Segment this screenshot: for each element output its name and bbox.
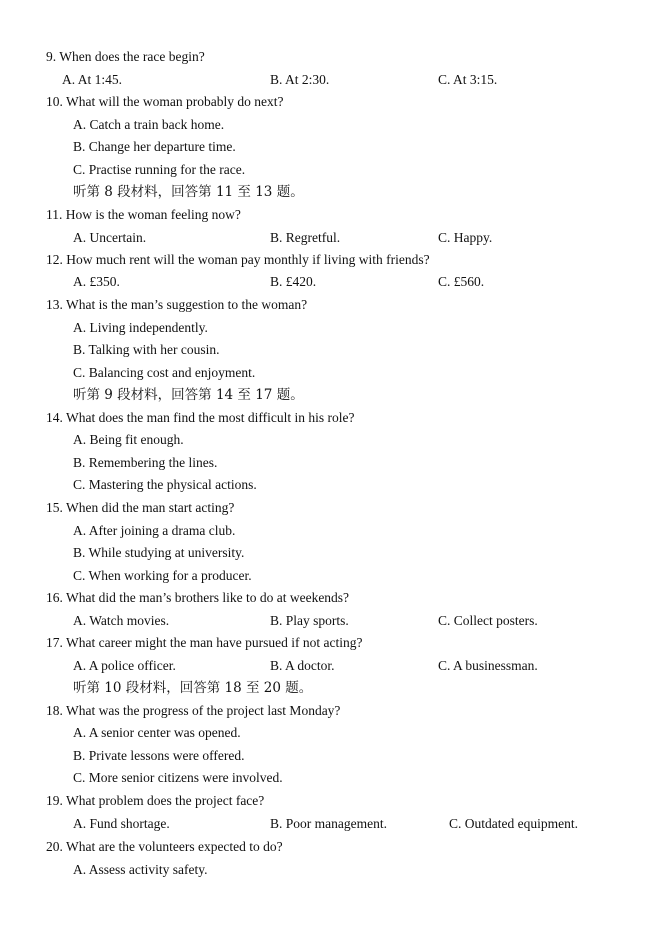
question-16-stem: 16. What did the man’s brothers like to do at weekends? — [46, 590, 350, 605]
question-9-option-a: A. At 1:45. — [62, 72, 123, 87]
question-19-option-a: A. Fund shortage. — [73, 816, 170, 831]
question-14-option-c: C. Mastering the physical actions. — [73, 477, 257, 492]
question-9-option-c: C. At 3:15. — [438, 72, 498, 87]
question-9-stem: 9. When does the race begin? — [46, 49, 205, 64]
question-15-stem: 15. When did the man start acting? — [46, 500, 235, 515]
question-20-stem: 20. What are the volunteers expected to do? — [46, 839, 283, 854]
question-10-stem: 10. What will the woman probably do next? — [46, 94, 284, 109]
question-11-option-b: B. Regretful. — [270, 230, 341, 245]
question-15-option-b: B. While studying at university. — [73, 545, 245, 560]
question-15-option-c: C. When working for a producer. — [73, 568, 252, 583]
question-17-option-c: C. A businessman. — [438, 658, 538, 673]
section-8-instruction: 听第 8 段材料，回答第 11 至 13 题。 — [73, 184, 304, 200]
question-14-option-b: B. Remembering the lines. — [73, 455, 218, 470]
question-20-option-a: A. Assess activity safety. — [73, 862, 208, 877]
question-19-stem: 19. What problem does the project face? — [46, 793, 265, 808]
question-14-option-a: A. Being fit enough. — [73, 432, 184, 447]
question-18-option-a: A. A senior center was opened. — [73, 725, 241, 740]
section-9-instruction: 听第 9 段材料，回答第 14 至 17 题。 — [73, 387, 304, 403]
question-13-option-a: A. Living independently. — [73, 320, 208, 335]
question-16-option-c: C. Collect posters. — [438, 613, 538, 628]
question-12-option-a: A. £350. — [73, 274, 120, 289]
question-19-option-c: C. Outdated equipment. — [449, 816, 578, 831]
section-10-instruction: 听第 10 段材料，回答第 18 至 20 题。 — [73, 680, 313, 696]
question-9-option-b: B. At 2:30. — [270, 72, 330, 87]
question-13-option-c: C. Balancing cost and enjoyment. — [73, 365, 256, 380]
question-15-option-a: A. After joining a drama club. — [73, 523, 236, 538]
question-12-option-b: B. £420. — [270, 274, 317, 289]
question-13-stem: 13. What is the man’s suggestion to the woman? — [46, 297, 308, 312]
question-10-option-a: A. Catch a train back home. — [73, 117, 225, 132]
question-17-option-a: A. A police officer. — [73, 658, 176, 673]
question-11-stem: 11. How is the woman feeling now? — [46, 207, 241, 222]
question-18-stem: 18. What was the progress of the project last Monday? — [46, 703, 341, 718]
question-17-stem: 17. What career might the man have pursued if not acting? — [46, 635, 363, 650]
question-12-option-c: C. £560. — [438, 274, 485, 289]
question-17-option-b: B. A doctor. — [270, 658, 335, 673]
question-13-option-b: B. Talking with her cousin. — [73, 342, 220, 357]
question-12-stem: 12. How much rent will the woman pay monthly if living with friends? — [46, 252, 430, 267]
question-19-option-b: B. Poor management. — [270, 816, 387, 831]
question-16-option-a: A. Watch movies. — [73, 613, 170, 628]
question-11-option-a: A. Uncertain. — [73, 230, 147, 245]
question-18-option-c: C. More senior citizens were involved. — [73, 770, 283, 785]
question-10-option-b: B. Change her departure time. — [73, 139, 236, 154]
question-11-option-c: C. Happy. — [438, 230, 493, 245]
question-14-stem: 14. What does the man find the most difficult in his role? — [46, 410, 355, 425]
question-18-option-b: B. Private lessons were offered. — [73, 748, 245, 763]
question-10-option-c: C. Practise running for the race. — [73, 162, 246, 177]
question-16-option-b: B. Play sports. — [270, 613, 349, 628]
